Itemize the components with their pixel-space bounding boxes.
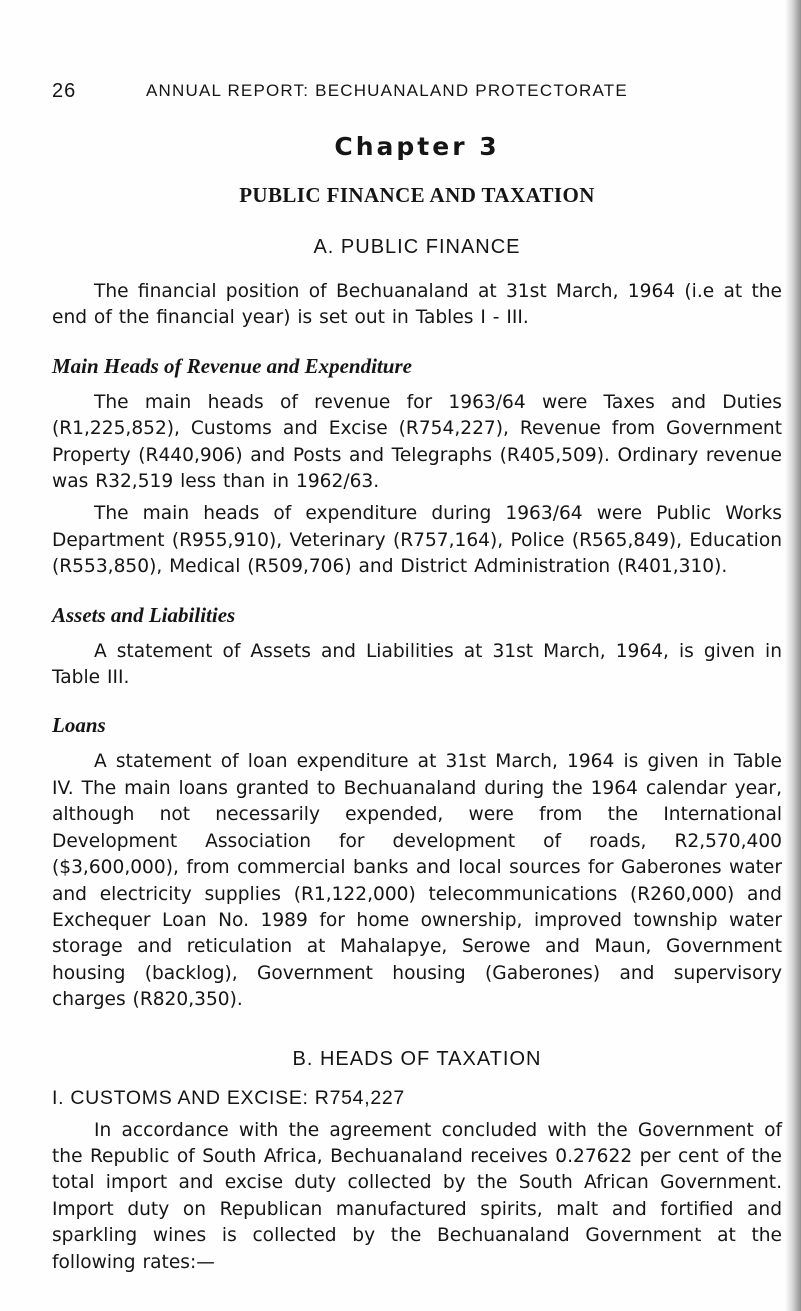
- customs-paragraph: In accordance with the agreement concluded with the Government of the Republic of South Africa, Bechuanaland receives 0.27622 per cent of the total import and excise duty collected by the South African Government. Import duty on Republican manufactured spirits, malt and fortified and sparkling wines is collected by the Bechuanaland Government at the following rates:—: [52, 1119, 782, 1273]
- page-title: PUBLIC FINANCE AND TAXATION: [239, 183, 595, 207]
- intro-paragraph: The financial position of Bechuanaland at 31st March, 1964 (i.e at the end of the financial year) is set out in Tables I - III.: [52, 281, 782, 329]
- loans-paragraph: A statement of loan expenditure at 31st March, 1964 is given in Table IV. The main loans granted to Bechuanaland during the 1964 calendar year, although not necessarily expended, were from the International Development Association for development of roads, R2,570,400 ($3,600,000), from commercial banks and local sources for Gaberones water and electricity supplies (R1,122,000) telecommunications (R260,000) and Exchequer Loan No. 1989 for home ownership, improved township water storage and reticulation at Mahalapye, Serowe and Maun, Government housing (backlog), Government housing (Gaberones) and supervisory charges (R820,350).: [52, 751, 782, 1011]
- running-title: ANNUAL REPORT: BECHUANALAND PROTECTORATE: [146, 81, 628, 100]
- loans-subheading: Loans: [52, 713, 106, 738]
- section-b-heading: B. HEADS OF TAXATION: [292, 1047, 542, 1070]
- expenditure-paragraph: The main heads of expenditure during 1963/64 were Public Works Department (R955,910), Veterinary (R757,164), Police (R565,849), Education (R553,850), Medical (R509,706) and District Administration (R401,310).: [52, 503, 782, 578]
- assets-liabilities-subheading: Assets and Liabilities: [52, 602, 236, 627]
- section-a-heading: A. PUBLIC FINANCE: [313, 236, 521, 258]
- assets-paragraph: A statement of Assets and Liabilities at 31st March, 1964, is given in Table III.: [52, 640, 782, 689]
- page-number: 26: [52, 79, 77, 102]
- document-page: [52, 78, 782, 1276]
- customs-excise-heading: I. CUSTOMS AND EXCISE: R754,227: [52, 1086, 405, 1109]
- page-edge-shadow: [785, 0, 801, 1311]
- revenue-expenditure-subheading: Main Heads of Revenue and Expenditure: [52, 353, 412, 378]
- running-header: [52, 78, 782, 104]
- revenue-paragraph: The main heads of revenue for 1963/64 were Taxes and Duties (R1,225,852), Customs and Excise (R754,227), Revenue from Government Property (R440,906) and Posts and Telegraphs (R405,509). Ordinary revenue was R32,519 less than in 1962/63.: [52, 391, 782, 493]
- chapter-heading: Chapter 3: [334, 132, 500, 161]
